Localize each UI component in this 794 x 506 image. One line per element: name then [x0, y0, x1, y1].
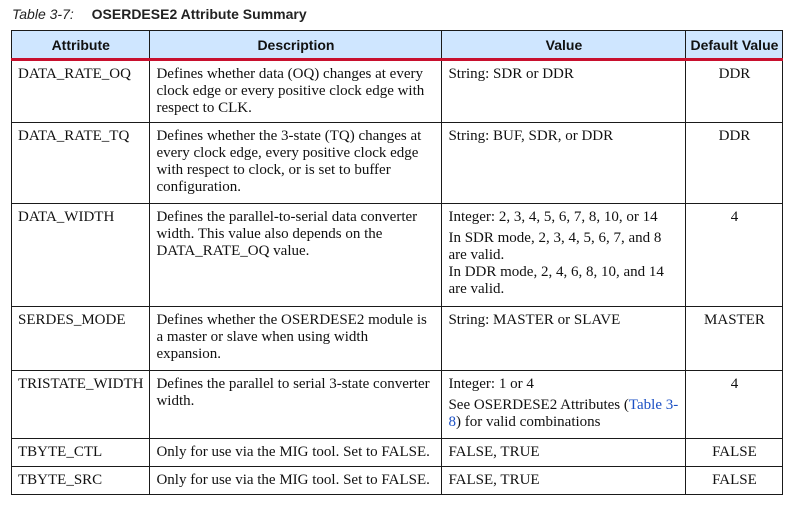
cell-attribute: DATA_RATE_TQ — [12, 123, 150, 204]
value-line: String: SDR or DDR — [448, 66, 574, 82]
cell-value — [442, 371, 686, 439]
cell-description: Only for use via the MIG tool. Set to FALSE. — [150, 439, 442, 467]
table-title: OSERDESE2 Attribute Summary — [91, 6, 307, 22]
attribute-summary-table — [11, 30, 783, 495]
cell-description: Defines the parallel to serial 3-state converter width. — [150, 371, 442, 439]
value-line: FALSE, TRUE — [448, 444, 540, 460]
cell-description: Defines whether the OSERDESE2 module is a master or slave when using width expansion. — [150, 307, 442, 371]
cell-default: MASTER — [686, 307, 783, 371]
cell-value — [442, 439, 686, 467]
cell-default: DDR — [686, 60, 783, 123]
cell-value — [442, 467, 686, 495]
cell-value — [442, 60, 686, 123]
value-line: FALSE, TRUE — [448, 472, 540, 488]
column-header-description: Description — [150, 31, 442, 60]
cell-attribute: SERDES_MODE — [12, 307, 150, 371]
column-header-default: Default Value — [686, 31, 783, 60]
cell-default: FALSE — [686, 439, 783, 467]
value-line: Integer: 1 or 4 — [448, 376, 534, 392]
cell-default: 4 — [686, 204, 783, 307]
value-line: String: BUF, SDR, or DDR — [448, 128, 614, 144]
table-row — [12, 204, 783, 307]
cell-attribute: TBYTE_CTL — [12, 439, 150, 467]
cell-default: FALSE — [686, 467, 783, 495]
cell-value — [442, 123, 686, 204]
cell-description: Only for use via the MIG tool. Set to FALSE. — [150, 467, 442, 495]
cell-attribute: DATA_RATE_OQ — [12, 60, 150, 123]
column-header-value: Value — [442, 31, 686, 60]
table-row — [12, 467, 783, 495]
table-caption — [12, 6, 307, 26]
table-row — [12, 439, 783, 467]
value-text: ) for valid combinations — [455, 414, 601, 430]
cell-description: Defines the parallel-to-serial data converter width. This value also depends on the DATA_RATE_OQ value. — [150, 204, 442, 307]
value-line: String: MASTER or SLAVE — [448, 312, 621, 328]
cell-description: Defines whether the 3-state (TQ) changes at every clock edge, every positive clock edge with respect to clock, or is set to buffer configuration. — [150, 123, 442, 204]
cell-default: DDR — [686, 123, 783, 204]
table-row — [12, 123, 783, 204]
value-line — [448, 397, 679, 431]
value-line: In SDR mode, 2, 3, 4, 5, 6, 7, and 8 are valid. — [448, 230, 662, 263]
table-row — [12, 60, 783, 123]
cell-value — [442, 204, 686, 307]
cell-attribute: DATA_WIDTH — [12, 204, 150, 307]
table-number: Table 3-7: — [12, 6, 74, 22]
table-row — [12, 371, 783, 439]
value-line: Integer: 2, 3, 4, 5, 6, 7, 8, 10, or 14 — [448, 209, 658, 225]
cell-description: Defines whether data (OQ) changes at every clock edge or every positive clock edge with respect to CLK. — [150, 60, 442, 123]
cell-attribute: TBYTE_SRC — [12, 467, 150, 495]
table-row — [12, 307, 783, 371]
value-line: In DDR mode, 2, 4, 6, 8, 10, and 14 are valid. — [448, 264, 664, 297]
column-header-attribute: Attribute — [12, 31, 150, 60]
header-row — [12, 31, 783, 60]
cell-value — [442, 307, 686, 371]
table-3-8-link[interactable]: Table 3-8 — [448, 397, 679, 430]
cell-default: 4 — [686, 371, 783, 439]
value-text: See OSERDESE2 Attributes ( — [448, 397, 629, 413]
cell-attribute: TRISTATE_WIDTH — [12, 371, 150, 439]
